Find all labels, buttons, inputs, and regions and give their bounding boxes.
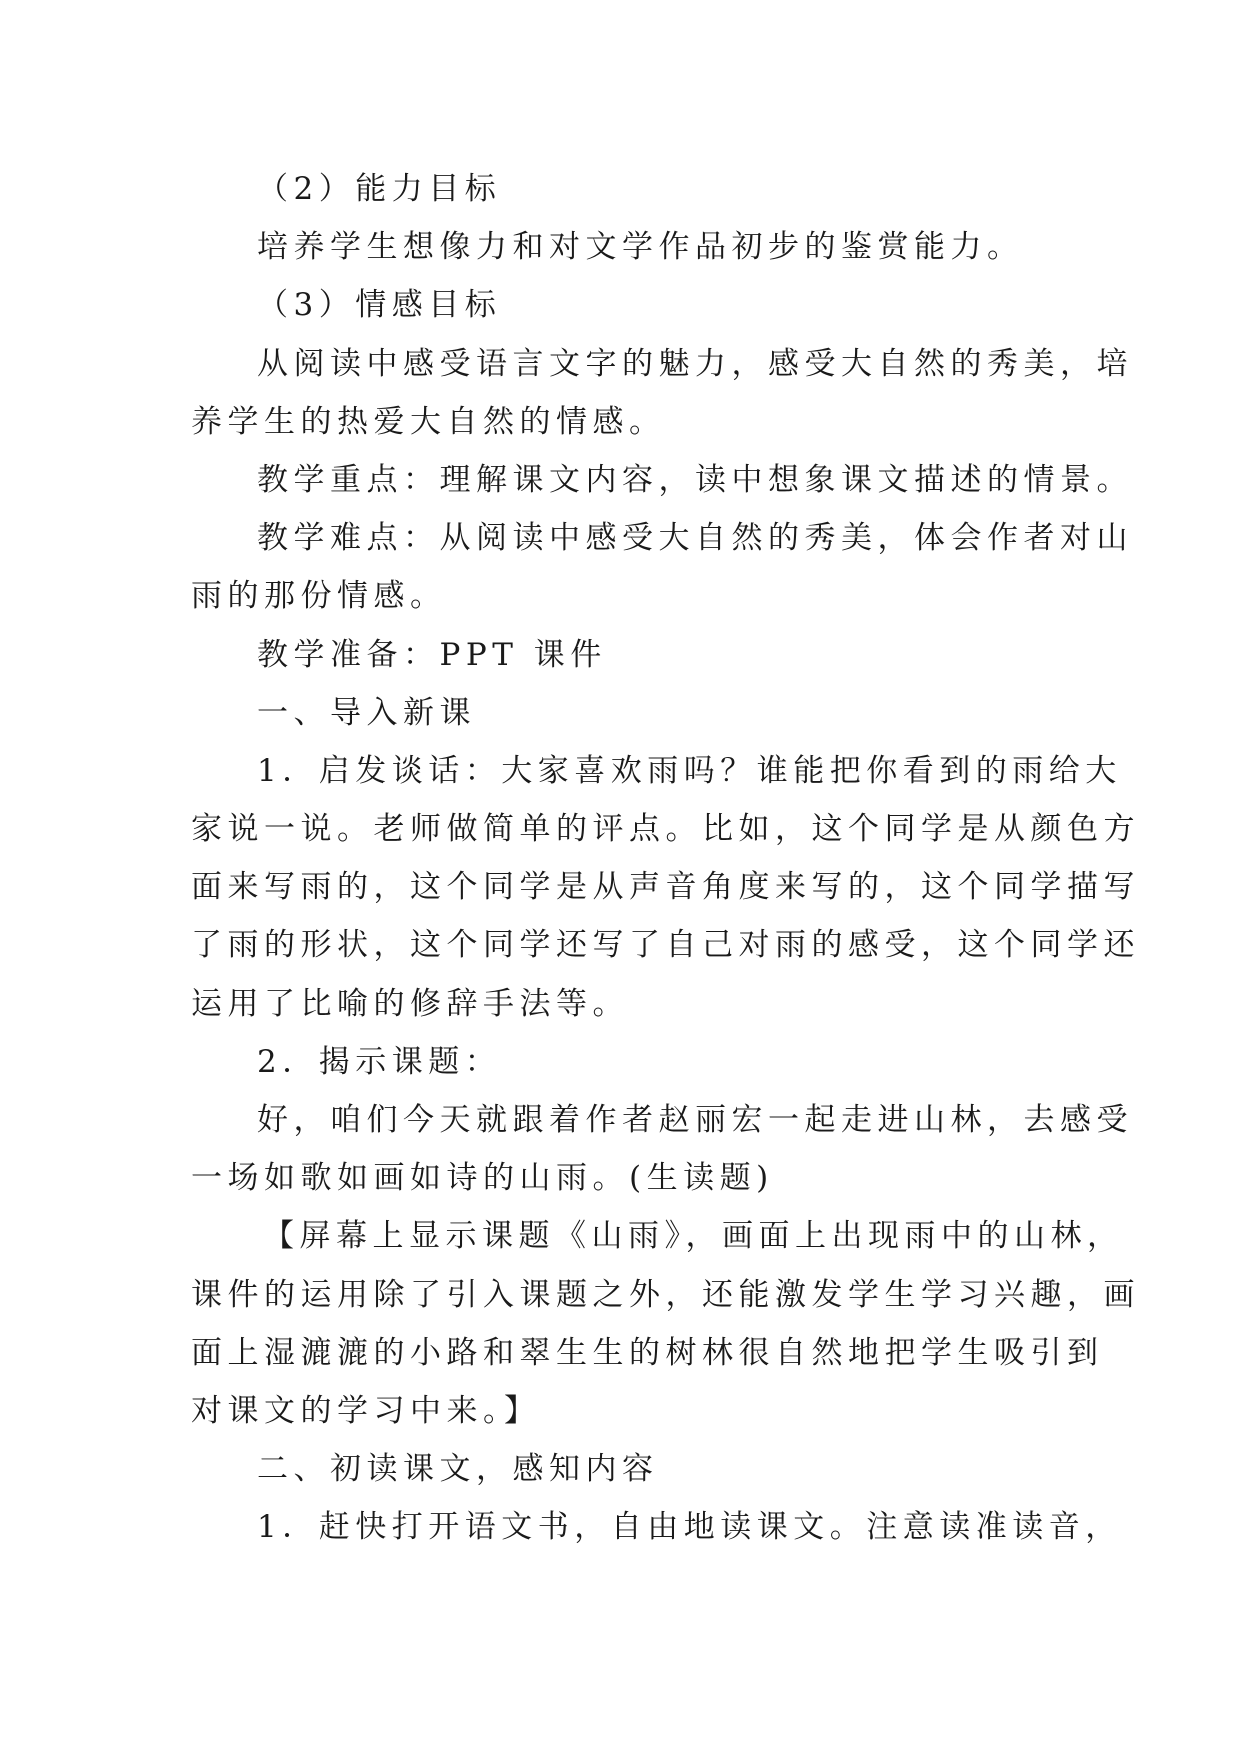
teaching-difficulty: 教学难点：从阅读中感受大自然的秀美，体会作者对山 (257, 520, 1133, 557)
paragraph-line: 好，咱们今天就跟着作者赵丽宏一起走进山林，去感受 (257, 1102, 1133, 1138)
section-heading-first-reading: 二、初读课文，感知内容 (257, 1451, 659, 1488)
heading-emotion-goal: （3）情感目标 (257, 287, 502, 324)
paragraph-line: 课件的运用除了引入课题之外，还能激发学生学习兴趣，画 (191, 1276, 1140, 1313)
section-heading-intro: 一、导入新课 (257, 694, 476, 731)
heading-ability-goal: （2）能力目标 (257, 171, 502, 207)
document-body (191, 160, 1140, 1557)
paragraph-line: 了雨的形状，这个同学还写了自己对雨的感受，这个同学还 (191, 927, 1140, 964)
paragraph-line: 对课文的学习中来。】 (191, 1392, 541, 1429)
paragraph-line: 面上湿漉漉的小路和翠生生的树林很自然地把学生吸引到 (191, 1334, 1104, 1371)
teaching-preparation: 教学准备：PPT 课件 (257, 636, 607, 673)
paragraph-line: 从阅读中感受语言文字的魅力，感受大自然的秀美，培 (257, 345, 1133, 382)
paragraph-line: 家说一说。老师做简单的评点。比如，这个同学是从颜色方 (191, 811, 1140, 848)
paragraph-line: 1．赶快打开语文书，自由地读课文。注意读准读音， (257, 1509, 1122, 1546)
paragraph-line: 1．启发谈话：大家喜欢雨吗？谁能把你看到的雨给大 (257, 752, 1122, 789)
paragraph-line: 运用了比喻的修辞手法等。 (191, 985, 629, 1022)
paragraph-line: 面来写雨的，这个同学是从声音角度来写的，这个同学描写 (191, 869, 1140, 906)
teaching-focus: 教学重点：理解课文内容，读中想象课文描述的情景。 (257, 461, 1133, 498)
paragraph-line: 养学生的热爱大自然的情感。 (191, 403, 666, 440)
paragraph-line: 雨的那份情感。 (191, 578, 447, 615)
paragraph-line: 一场如歌如画如诗的山雨。(生读题) (191, 1160, 774, 1197)
paragraph-line: 【屏幕上显示课题《山雨》，画面上出现雨中的山林， (263, 1218, 1124, 1255)
reveal-topic: 2．揭示课题： (257, 1043, 502, 1080)
paragraph-line: 培养学生想像力和对文学作品初步的鉴赏能力。 (257, 229, 1024, 266)
